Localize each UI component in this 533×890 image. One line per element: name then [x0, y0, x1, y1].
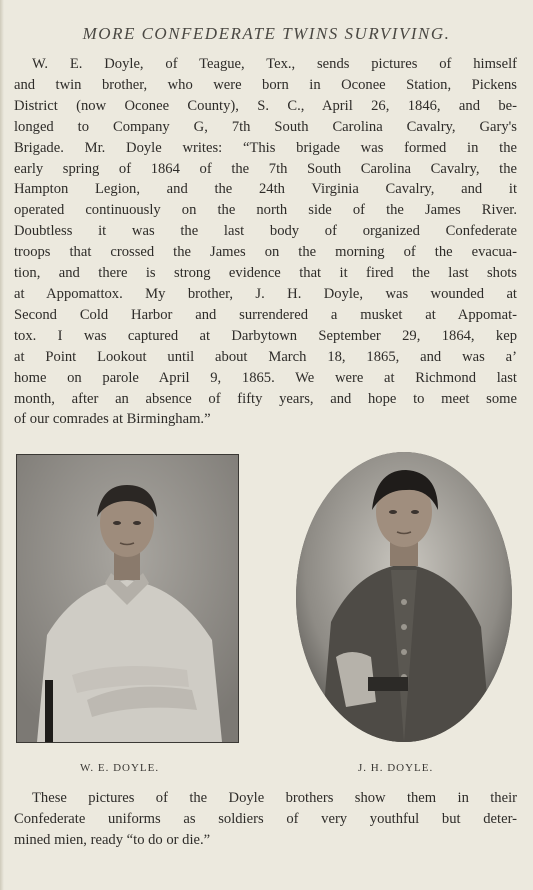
portrait-j-h-doyle [296, 452, 512, 742]
text-line: Hampton Legion, and the 24th Virginia Cavalry, and it [14, 181, 517, 198]
text-line: of our comrades at Birmingham.” [14, 411, 211, 428]
caption-j-h-doyle: J. H. DOYLE. [358, 762, 434, 774]
text-line: at Point Lookout until about March 18, 1865, and was a’ [14, 348, 517, 365]
paragraph-caption-note [14, 788, 517, 851]
text-line: Confederate uniforms as soldiers of very youthful but deter- [14, 810, 517, 827]
text-line: tion, and there is strong evidence that it fired the last shots [14, 265, 517, 282]
text-line: troops that crossed the James on the morning of the evacua- [14, 244, 517, 261]
text-line: Second Cold Harbor and surrendered a musket at Appomat- [14, 306, 517, 323]
photo-w-e-doyle [16, 454, 239, 743]
text-line: Brigade. Mr. Doyle writes: “This brigade was formed in the [14, 139, 517, 156]
text-line: and twin brother, who were born in Oconee Station, Pickens [14, 76, 517, 93]
text-line: month, after an absence of fifty years, and hope to meet some [14, 390, 517, 407]
text-line: mined mien, ready “to do or die.” [14, 831, 211, 848]
text-line: These pictures of the Doyle brothers show them in their [32, 790, 517, 806]
caption-w-e-doyle: W. E. DOYLE. [80, 762, 160, 774]
text-line: home on parole April 9, 1865. We were at Richmond last [14, 369, 517, 386]
text-line: at Appomattox. My brother, J. H. Doyle, was wounded at [14, 285, 517, 302]
paragraph-main [14, 54, 517, 430]
article-heading: MORE CONFEDERATE TWINS SURVIVING. [82, 24, 451, 43]
text-line: Doubtless it was the last body of organized Confederate [14, 223, 517, 240]
text-line: District (now Oconee County), S. C., April 26, 1846, and be- [14, 97, 517, 114]
text-line: early spring of 1864 of the 7th South Carolina Cavalry, the [14, 160, 517, 177]
photo-j-h-doyle [296, 452, 512, 742]
text-line: tox. I was captured at Darbytown September 29, 1864, kep [14, 327, 517, 344]
text-line: longed to Company G, 7th South Carolina Cavalry, Gary's [14, 118, 517, 135]
binding-edge [0, 0, 4, 890]
text-line: operated continuously on the north side of the James River. [14, 202, 517, 219]
portrait-w-e-doyle [17, 455, 238, 742]
text-line: W. E. Doyle, of Teague, Tex., sends pictures of himself [32, 56, 517, 72]
